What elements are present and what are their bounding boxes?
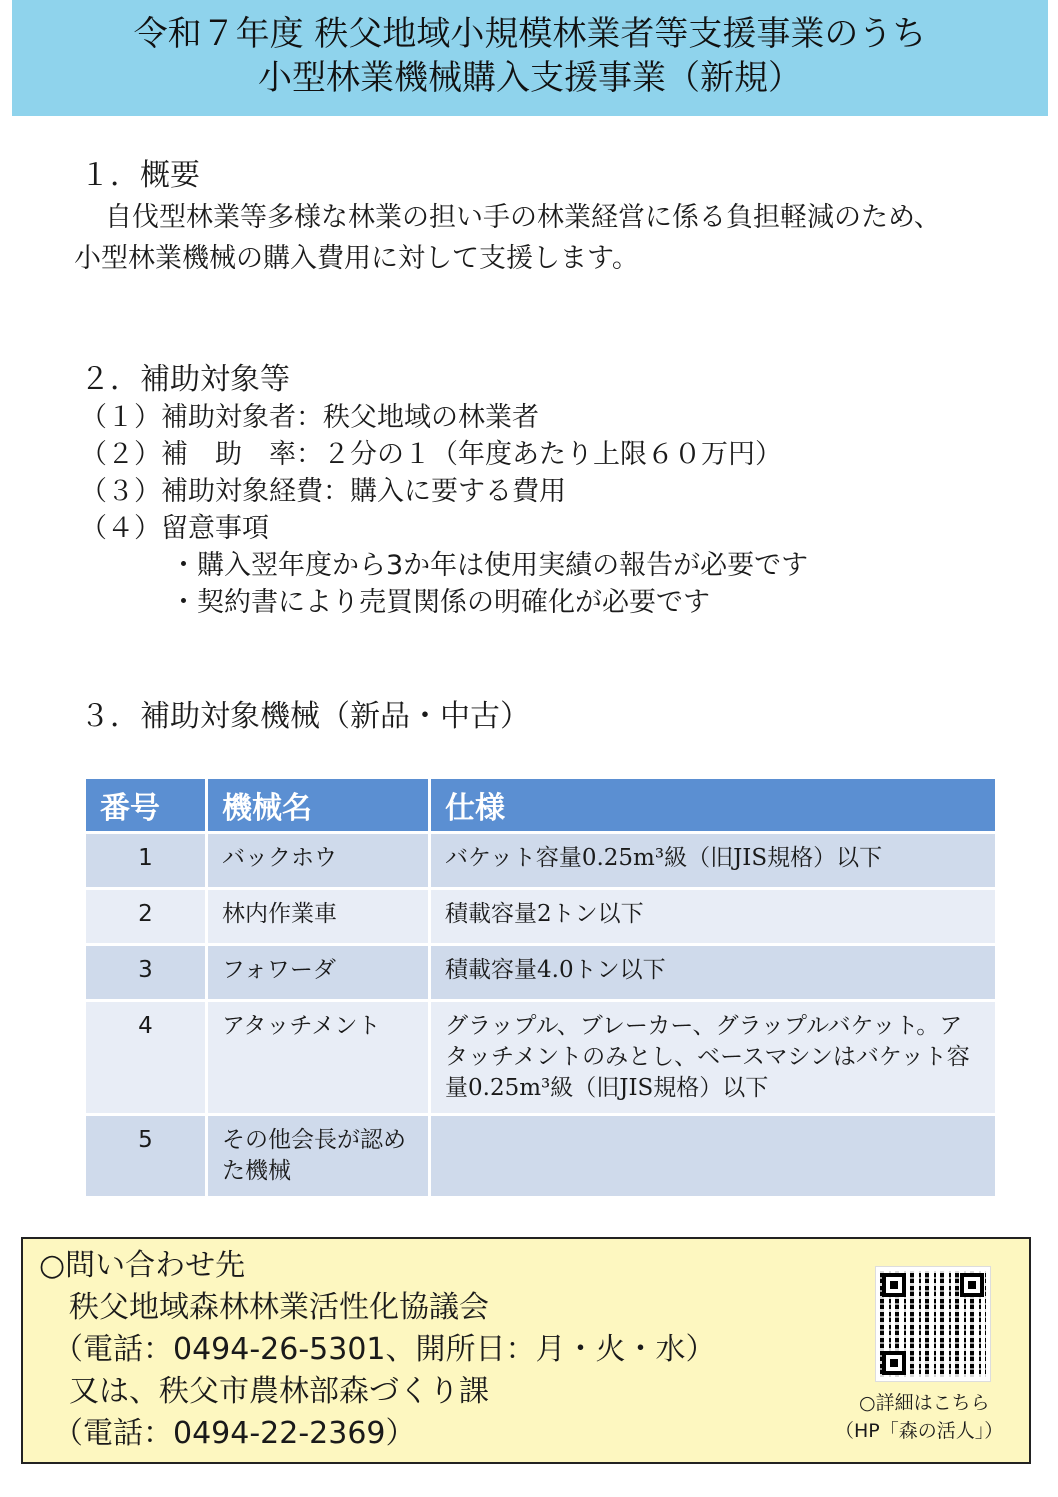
qr-caption-1: ○詳細はこちら xyxy=(859,1392,990,1414)
row-number: 4 xyxy=(85,1001,207,1115)
section2-item-1: （１）補助対象者：秩父地域の林業者 xyxy=(80,402,539,433)
title-banner xyxy=(12,0,1048,116)
table-row xyxy=(85,945,997,1001)
contact-org-2: 又は、秩父市農林部森づくり課 xyxy=(69,1374,489,1409)
qr-finder-icon xyxy=(882,1273,906,1297)
row-machine-name: アタッチメント xyxy=(207,1001,430,1115)
qr-finder-icon xyxy=(882,1351,906,1375)
row-spec: バケット容量0.25m³級（旧JIS規格）以下 xyxy=(430,833,997,889)
qr-finder-icon xyxy=(960,1273,984,1297)
section2-item-3: （３）補助対象経費：購入に要する費用 xyxy=(80,476,566,507)
header-number: 番号 xyxy=(85,778,207,833)
section1-heading: １．概要 xyxy=(80,158,200,193)
row-machine-name: 林内作業車 xyxy=(207,889,430,945)
contact-box xyxy=(21,1237,1031,1464)
row-number: 2 xyxy=(85,889,207,945)
section2-heading: ２．補助対象等 xyxy=(80,362,290,397)
qr-code-icon[interactable] xyxy=(876,1267,990,1381)
row-spec: グラップル、ブレーカー、グラップルバケット。アタッチメントのみとし、ベースマシンはバケット容量0.25m³級（旧JIS規格）以下 xyxy=(430,1001,997,1115)
machine-table xyxy=(83,776,998,1199)
header-machine-name: 機械名 xyxy=(207,778,430,833)
contact-phone-1: （電話：0494-26-5301、開所日：月・火・水） xyxy=(53,1332,716,1367)
section2-item-4: （４）留意事項 xyxy=(80,513,269,544)
table-row xyxy=(85,889,997,945)
title-line-1: 令和７年度 秩父地域小規模林業者等支援事業のうち xyxy=(133,14,927,54)
table-row xyxy=(85,1115,997,1198)
row-spec: 積載容量2トン以下 xyxy=(430,889,997,945)
contact-phone-2: （電話：0494-22-2369） xyxy=(53,1416,416,1451)
section3-heading: ３．補助対象機械（新品・中古） xyxy=(80,699,530,734)
table-row xyxy=(85,833,997,889)
table-row xyxy=(85,1001,997,1115)
section1-body-line2: 小型林業機械の購入費用に対して支援します。 xyxy=(74,243,639,274)
row-number: 1 xyxy=(85,833,207,889)
title-line-2: 小型林業機械購入支援事業（新規） xyxy=(258,58,802,98)
qr-caption-2: （HP「森の活人」） xyxy=(835,1420,1004,1442)
section2-item-2: （２）補 助 率：２分の１（年度あたり上限６０万円） xyxy=(80,439,782,470)
row-number: 3 xyxy=(85,945,207,1001)
contact-org-1: 秩父地域森林林業活性化協議会 xyxy=(69,1290,489,1325)
row-spec: 積載容量4.0トン以下 xyxy=(430,945,997,1001)
section1-body-line1: 自伐型林業等多様な林業の担い手の林業経営に係る負担軽減のため、 xyxy=(78,202,941,233)
row-number: 5 xyxy=(85,1115,207,1198)
header-spec: 仕様 xyxy=(430,778,997,833)
section2-note-1: ・購入翌年度から3か年は使用実績の報告が必要です xyxy=(170,550,809,581)
contact-heading: ○問い合わせ先 xyxy=(39,1248,246,1283)
row-machine-name: その他会長が認めた機械 xyxy=(207,1115,430,1198)
row-spec xyxy=(430,1115,997,1198)
section2-note-2: ・契約書により売買関係の明確化が必要です xyxy=(170,587,710,618)
row-machine-name: バックホウ xyxy=(207,833,430,889)
table-header-row xyxy=(85,778,997,833)
row-machine-name: フォワーダ xyxy=(207,945,430,1001)
